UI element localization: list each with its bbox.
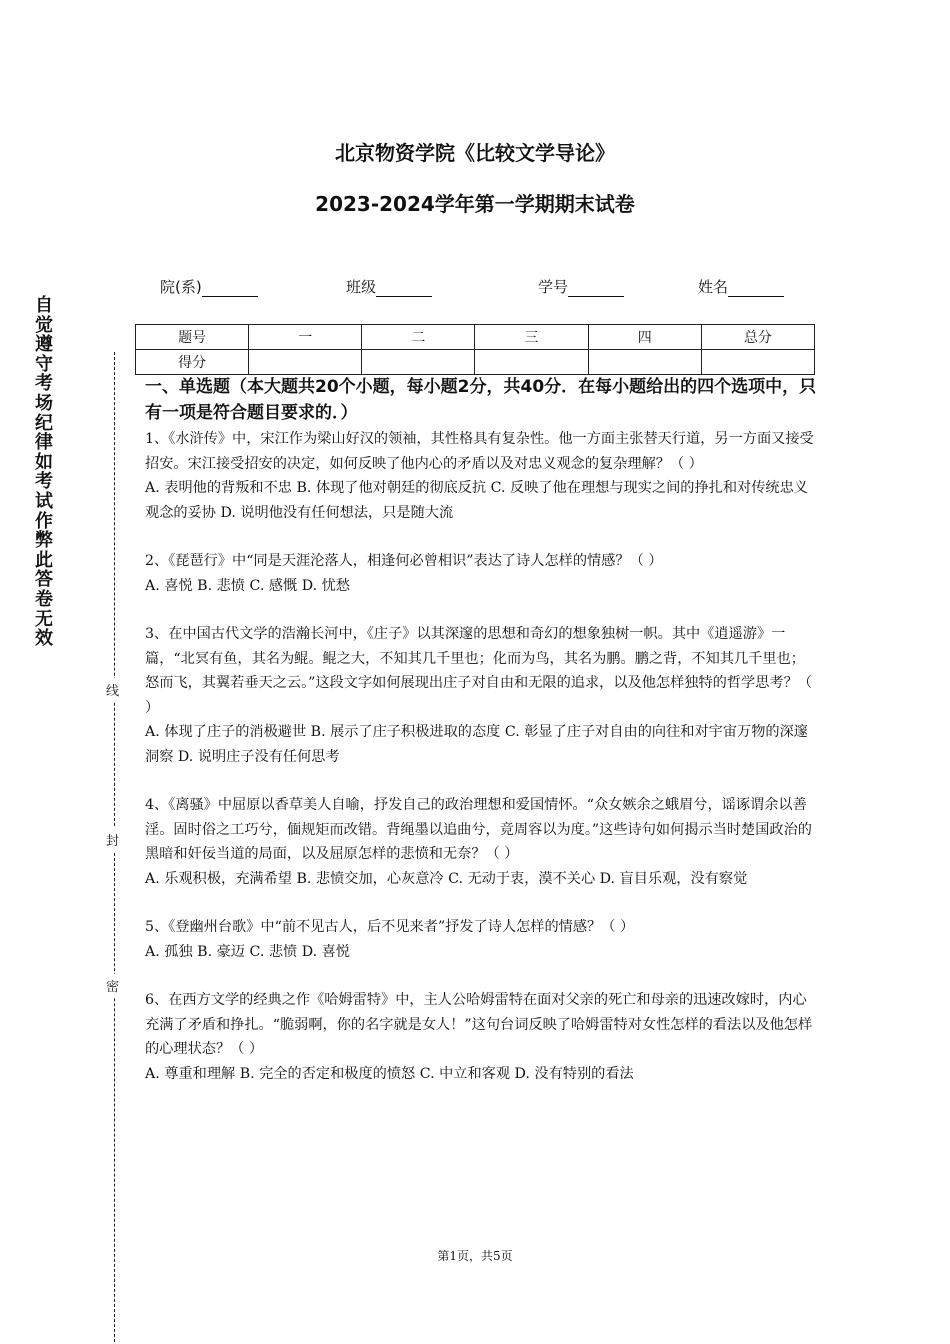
dept-label: 院(系) bbox=[160, 278, 202, 296]
question-options: A. 喜悦 B. 悲愤 C. 感慨 D. 忧愁 bbox=[145, 577, 350, 594]
name-field[interactable] bbox=[698, 276, 784, 297]
binding-mark-line: 线 bbox=[106, 678, 119, 701]
binding-mark-seal: 封 bbox=[106, 828, 119, 851]
question-options: A. 孤独 B. 豪迈 C. 悲愤 D. 喜悦 bbox=[145, 943, 350, 960]
question-text: 1、《水浒传》中，宋江作为梁山好汉的领袖，其性格具有复杂性。他一方面主张替天行道，另一方面又接受招安。宋江接受招安的决定，如何反映了他内心的矛盾以及对忠义观念的复杂理解？（ ） bbox=[145, 431, 814, 472]
question-options: A. 乐观积极，充满希望 B. 悲愤交加，心灰意冷 C. 无动于衷，漠不关心 D. 盲目乐观，没有察觉 bbox=[145, 870, 748, 887]
name-label: 姓名 bbox=[698, 278, 729, 296]
student-id-label: 学号 bbox=[538, 278, 569, 296]
score-cell[interactable] bbox=[249, 350, 362, 375]
dept-field[interactable] bbox=[160, 276, 258, 297]
score-cell[interactable] bbox=[701, 350, 814, 375]
exam-discipline-notice: 自觉遵守考场纪律如考试作弊此答卷无效 bbox=[35, 295, 53, 650]
score-row-label: 得分 bbox=[136, 350, 249, 375]
class-label: 班级 bbox=[346, 278, 377, 296]
class-blank[interactable] bbox=[376, 280, 432, 297]
question-section bbox=[145, 374, 817, 1110]
binding-mark-secret: 密 bbox=[106, 974, 119, 997]
dept-blank[interactable] bbox=[202, 280, 258, 297]
score-cell[interactable] bbox=[475, 350, 588, 375]
score-header-cell: 四 bbox=[588, 325, 701, 350]
score-cell[interactable] bbox=[362, 350, 475, 375]
question-text: 5、《登幽州台歌》中“前不见古人，后不见来者”抒发了诗人怎样的情感？（ ） bbox=[145, 919, 635, 935]
question-text: 6、在西方文学的经典之作《哈姆雷特》中，主人公哈姆雷特在面对父亲的死亡和母亲的迅速改嫁时，内心充满了矛盾和挣扎。“脆弱啊，你的名字就是女人！”这句台词反映了哈姆雷特对女性怎样的看法以及他怎样的心理状态？（ ） bbox=[145, 992, 813, 1057]
exam-title: 北京物资学院《比较文学导论》 bbox=[335, 141, 615, 165]
question-text: 3、在中国古代文学的浩瀚长河中，《庄子》以其深邃的思想和奇幻的想象独树一帜。其中《逍遥游》一篇，“北冥有鱼，其名为鲲。鲲之大，不知其几千里也；化而为鸟，其名为鹏。鹏之背，不知其几千里也；怒而飞，其翼若垂天之云。”这段文字如何展现出庄子对自由和无限的追求，以及他怎样独特的哲学思考？（ ） bbox=[145, 626, 812, 716]
section-heading: 一、单选题（本大题共20个小题，每小题2分，共40分．在每小题给出的四个选项中，只有一项是符合题目要求的．） bbox=[145, 377, 817, 423]
question-options: A. 尊重和理解 B. 完全的否定和极度的愤怒 C. 中立和客观 D. 没有特别的看法 bbox=[145, 1065, 634, 1082]
student-id-blank[interactable] bbox=[568, 280, 624, 297]
score-table-score-row bbox=[136, 350, 815, 375]
exam-subtitle: 2023-2024学年第一学期期末试卷 bbox=[315, 192, 635, 216]
score-header-cell: 题号 bbox=[136, 325, 249, 350]
question-options: A. 表明他的背叛和不忠 B. 体现了他对朝廷的彻底反抗 C. 反映了他在理想与现实之间的挣扎和对传统忠义观念的妥协 D. 说明他没有任何想法，只是随大流 bbox=[145, 480, 808, 521]
score-header-cell: 总分 bbox=[701, 325, 814, 350]
student-id-field[interactable] bbox=[538, 276, 624, 297]
score-header-cell: 二 bbox=[362, 325, 475, 350]
question-text: 2、《琵琶行》中“同是天涯沦落人，相逢何必曾相识”表达了诗人怎样的情感？（ ） bbox=[145, 553, 663, 569]
score-cell[interactable] bbox=[588, 350, 701, 375]
question-options: A. 体现了庄子的消极避世 B. 展示了庄子积极进取的态度 C. 彰显了庄子对自由的向往和对宇宙万物的深邃洞察 D. 说明庄子没有任何思考 bbox=[145, 724, 808, 765]
class-field[interactable] bbox=[346, 276, 432, 297]
score-header-cell: 一 bbox=[249, 325, 362, 350]
name-blank[interactable] bbox=[728, 280, 784, 297]
score-table bbox=[135, 324, 815, 375]
score-header-cell: 三 bbox=[475, 325, 588, 350]
page-footer: 第1页，共5页 bbox=[437, 1249, 513, 1263]
student-info-row bbox=[160, 276, 800, 298]
question-text: 4、《离骚》中屈原以香草美人自喻，抒发自己的政治理想和爱国情怀。“众女嫉余之蛾眉兮，谣诼谓余以善淫。固时俗之工巧兮，偭规矩而改错。背绳墨以追曲兮，竞周容以为度。”这些诗句如何揭示当时楚国政治的黑暗和奸佞当道的局面，以及屈原怎样的悲愤和无奈？（ ） bbox=[145, 797, 812, 862]
score-table-header-row bbox=[136, 325, 815, 350]
